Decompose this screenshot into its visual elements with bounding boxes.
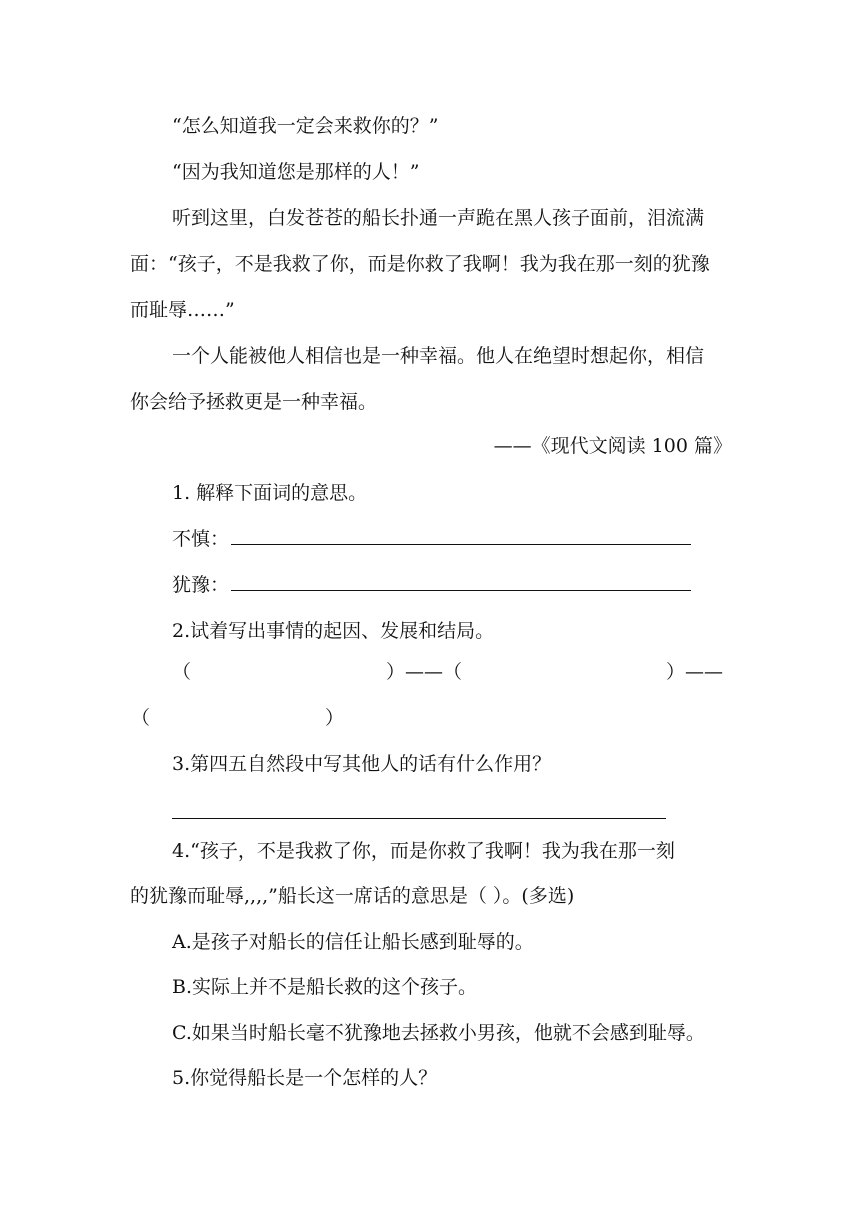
dialogue-question: “怎么知道我一定会来救你的？” [172,115,439,137]
q1-word-label: 犹豫： [172,574,230,596]
question-3: 3.第四五自然段中写其他人的话有什么作用？ [172,753,552,775]
question-2: 2.试着写出事情的起因、发展和结局。 [172,620,495,642]
q1-answer-line[interactable] [231,544,691,545]
q2-bracket: ）—— [666,661,724,683]
question-4-cont: 的犹豫而耻辱,,,,”船长这一席话的意思是（ ）。(多选) [130,885,575,907]
paragraph-line: 面：“孩子，不是我救了你，而是你救了我啊！我为我在那一刻的犹豫 [130,253,710,275]
paragraph-line: 而耻辱……” [130,299,235,321]
q1-answer-line[interactable] [231,590,691,591]
q4-option-b: B.实际上并不是船长救的这个孩子。 [172,976,478,998]
q1-word-label: 不慎： [172,528,230,550]
dialogue-answer: “因为我知道您是那样的人！” [172,161,420,183]
q2-bracket: ） [325,707,345,729]
q2-bracket: （ [172,661,192,683]
question-4: 4.“孩子，不是我救了你，而是你救了我啊！我为我在那一刻 [172,840,675,862]
source-citation: ——《现代文阅读 100 篇》 [493,435,732,457]
paragraph-line: 你会给予拯救更是一种幸福。 [130,391,378,413]
q2-bracket: （ [131,707,151,729]
q3-answer-line[interactable] [172,818,666,819]
q4-option-a: A.是孩子对船长的信任让船长感到耻辱的。 [172,931,534,953]
q4-option-c: C.如果当时船长毫不犹豫地去拯救小男孩，他就不会感到耻辱。 [172,1022,705,1044]
paragraph-line: 听到这里，白发苍苍的船长扑通一声跪在黑人孩子面前，泪流满 [172,207,705,229]
paragraph-line: 一个人能被他人相信也是一种幸福。他人在绝望时想起你，相信 [172,345,705,367]
question-5: 5.你觉得船长是一个怎样的人？ [172,1067,438,1089]
q2-bracket: ）——（ [386,661,463,683]
question-1: 1. 解释下面词的意思。 [172,482,368,504]
